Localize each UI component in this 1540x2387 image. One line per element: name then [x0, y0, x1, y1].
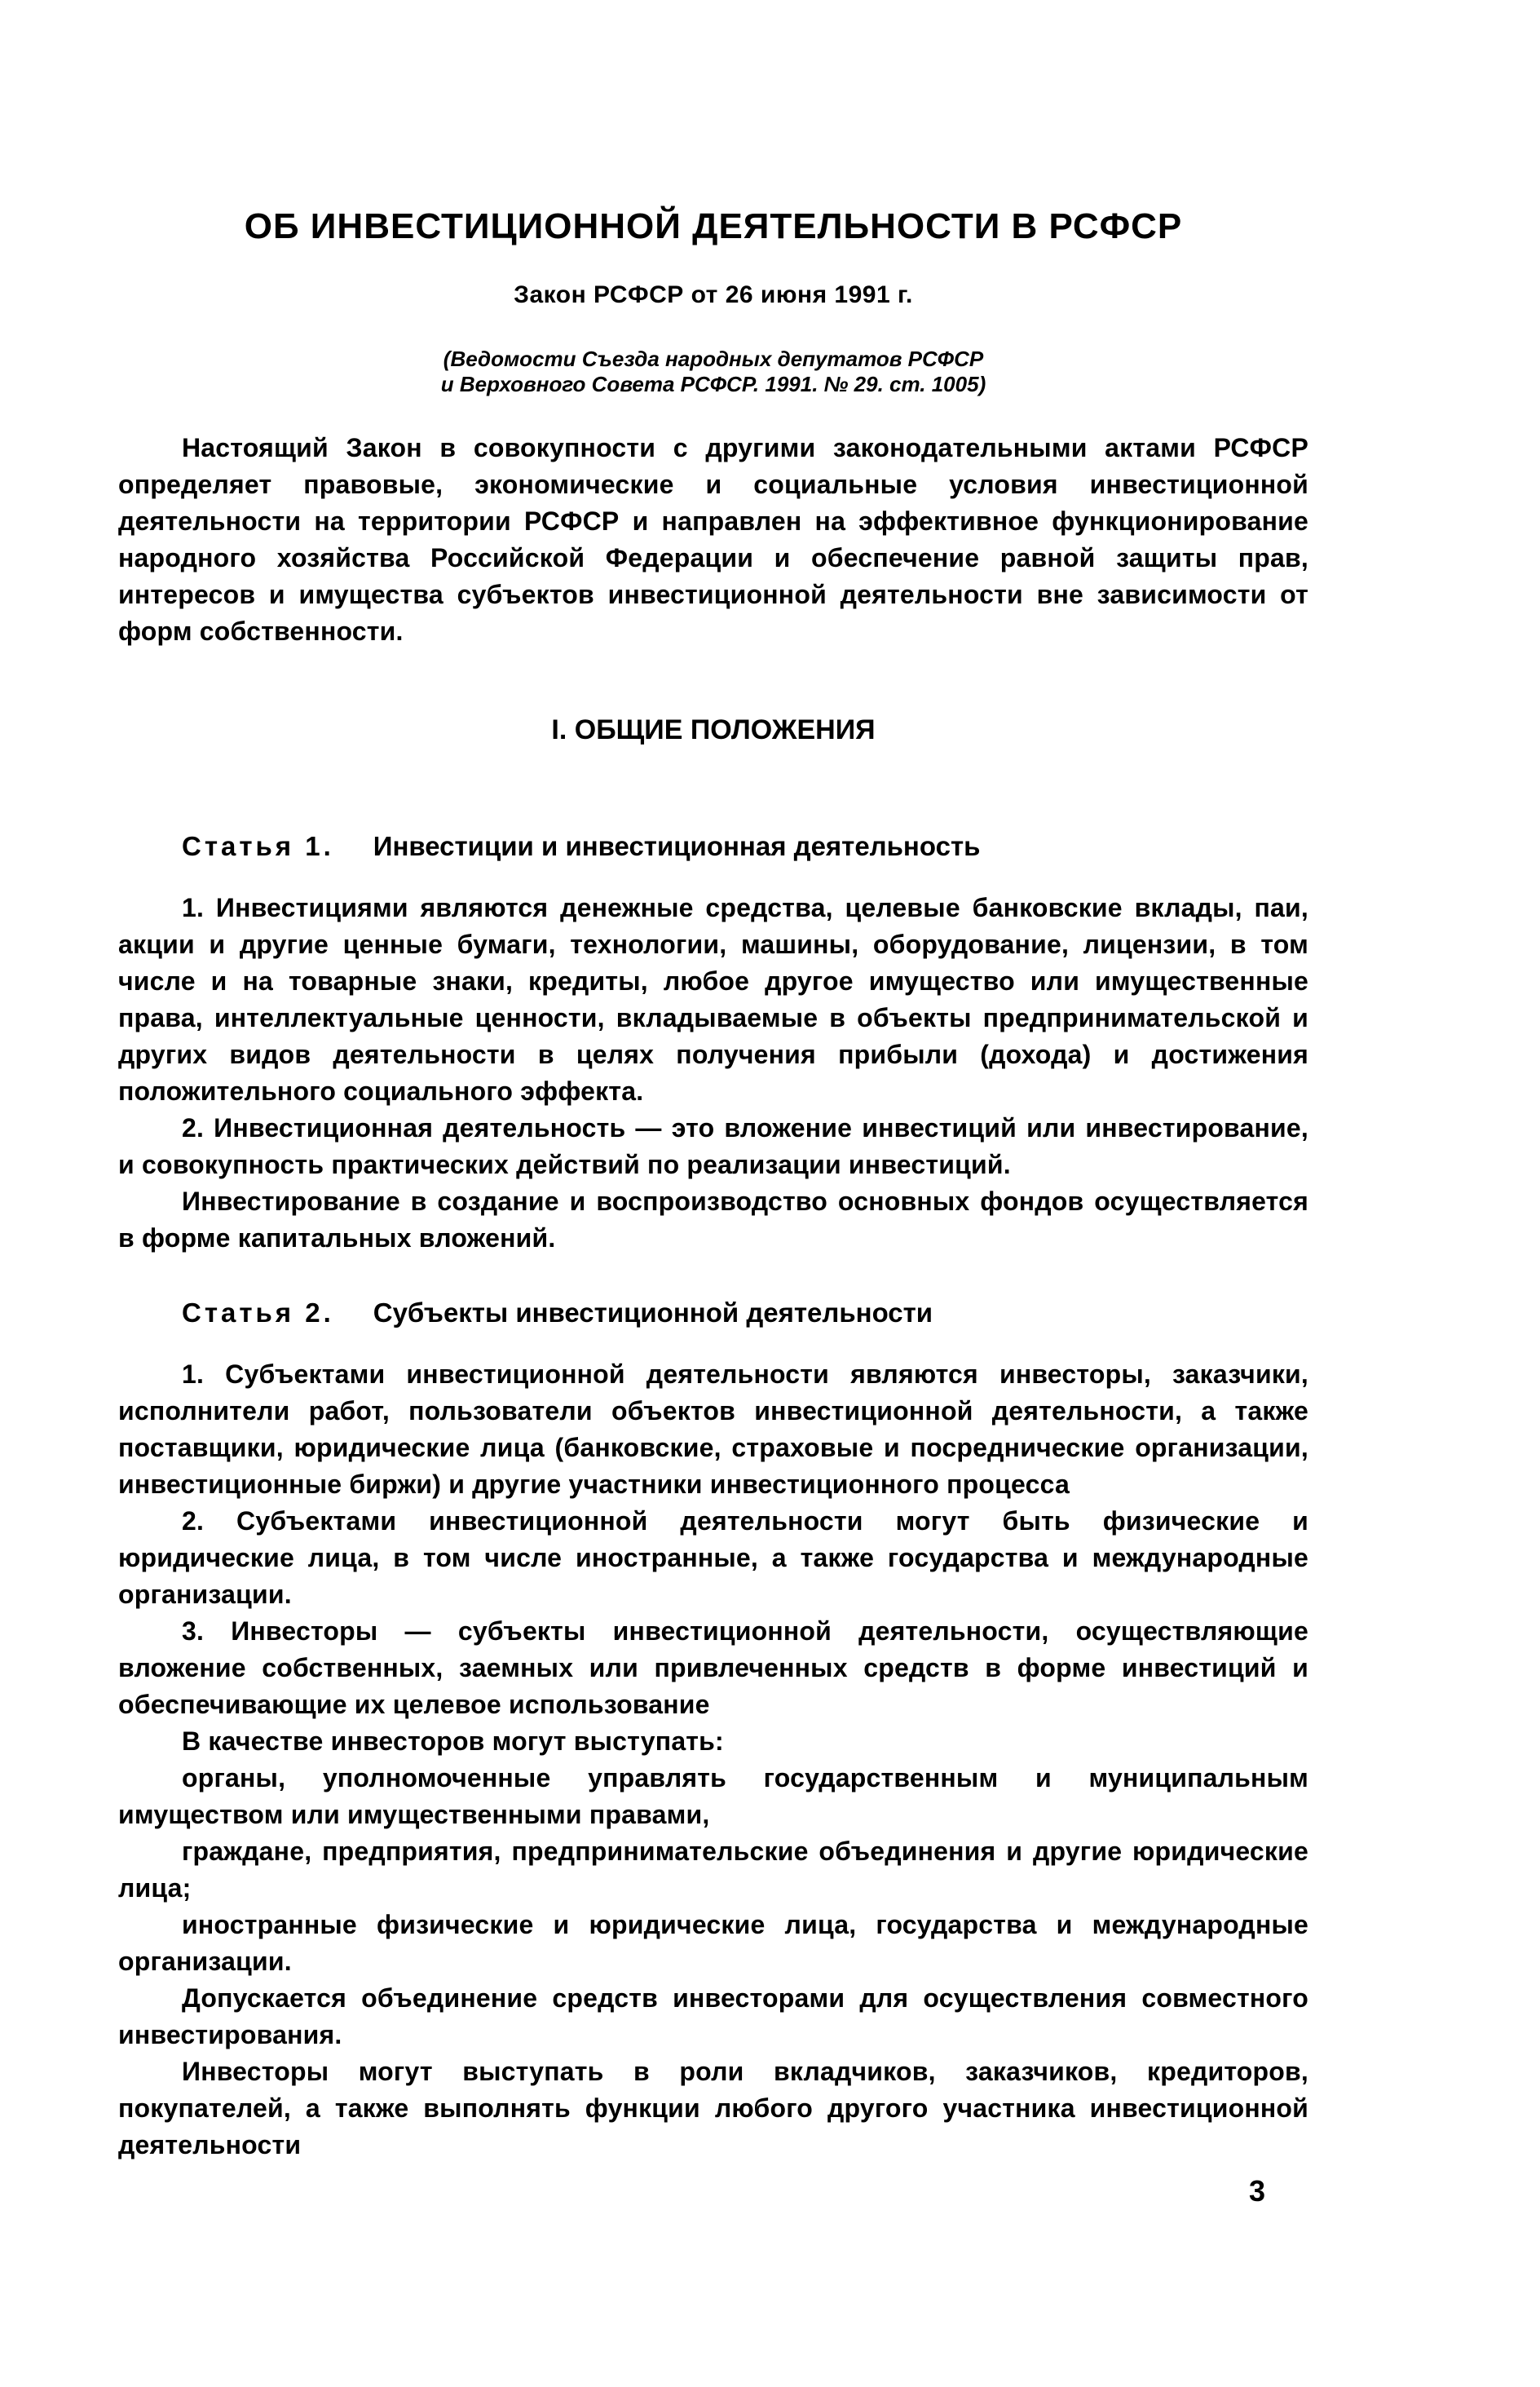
article-2-paragraph-7: иностранные физические и юридические лица, государства и международные организации.	[118, 1910, 1308, 1976]
citation-line-1: (Ведомости Съезда народных депутатов РСФСР	[443, 347, 984, 371]
article-2-paragraph-9: Инвесторы могут выступать в роли вкладчиков, заказчиков, кредиторов, покупателей, а также выполнять функции любого другого участника инвестиционной деятельности	[118, 2057, 1308, 2159]
law-date-subtitle: Закон РСФСР от 26 июня 1991 г.	[514, 281, 913, 308]
article-1-body	[118, 890, 1308, 1257]
article-1-heading	[118, 828, 1308, 865]
article-1-title: Инвестиции и инвестиционная деятельность	[373, 831, 981, 861]
article-2-heading	[118, 1294, 1308, 1332]
article-2-body	[118, 1356, 1308, 2164]
article-2-paragraph-8: Допускается объединение средств инвесторами для осуществления совместного инвестирования.	[118, 1983, 1308, 2049]
article-1-label: Статья 1.	[182, 831, 334, 861]
article-2-paragraph-4: В качестве инвесторов могут выступать:	[182, 1726, 724, 1756]
document-title: ОБ ИНВЕСТИЦИОННОЙ ДЕЯТЕЛЬНОСТИ В РСФСР	[244, 206, 1183, 246]
article-2-paragraph-2: 2. Субъектами инвестиционной деятельности могут быть физические и юридические лица, в том числе иностранные, а также государства и международные организации.	[118, 1506, 1308, 1609]
section-heading: I. ОБЩИЕ ПОЛОЖЕНИЯ	[551, 714, 876, 745]
source-citation	[118, 347, 1308, 397]
document-content	[118, 0, 1308, 2164]
article-1-paragraph-3: Инвестирование в создание и воспроизводство основных фондов осуществляется в форме капитальных вложений.	[118, 1187, 1308, 1253]
article-2-paragraph-3: 3. Инвесторы — субъекты инвестиционной деятельности, осуществляющие вложение собственных, заемных или привлеченных средств в форме инвестиций и обеспечивающие их целевое использование	[118, 1616, 1308, 1719]
article-2-title: Субъекты инвестиционной деятельности	[373, 1297, 933, 1328]
citation-line-2: и Верховного Совета РСФСР. 1991. № 29. ст. 1005)	[440, 372, 986, 396]
article-2-label: Статья 2.	[182, 1297, 334, 1328]
article-1-paragraph-2: 2. Инвестиционная деятельность — это вложение инвестиций или инвестирование, и совокупность практических действий по реализации инвестиций.	[118, 1113, 1308, 1179]
article-2-paragraph-1: 1. Субъектами инвестиционной деятельности являются инвесторы, заказчики, исполнители работ, пользователи объектов инвестиционной деятельности, а также поставщики, юридические лица (банковские, страховые и посреднические организации, инвестиционные биржи) и другие участники инвестиционного процесса	[118, 1359, 1308, 1499]
preamble-paragraph: Настоящий Закон в совокупности с другими законодательными актами РСФСР определяет правовые, экономические и социальные условия инвестиционной деятельности на территории РСФСР и направлен на эффективное функционирование народного хозяйства Российской Федерации и обеспечение равной защиты прав, интересов и имущества субъектов инвестиционной деятельности вне зависимости от форм собственности.	[118, 433, 1308, 646]
article-1-paragraph-1: 1. Инвестициями являются денежные средства, целевые банковские вклады, паи, акции и другие ценные бумаги, технологии, машины, оборудование, лицензии, в том числе и на товарные знаки, кредиты, любое другое имущество или имущественные права, интеллектуальные ценности, вкладываемые в объекты предпринимательской и других видов деятельности в целях получения прибыли (дохода) и достижения положительного социального эффекта.	[118, 893, 1308, 1106]
article-2-paragraph-6: граждане, предприятия, предпринимательские объединения и другие юридические лица;	[118, 1837, 1308, 1903]
article-2-paragraph-5: органы, уполномоченные управлять государственным и муниципальным имуществом или имущественными правами,	[118, 1763, 1308, 1829]
page-number: 3	[1249, 2174, 1266, 2208]
